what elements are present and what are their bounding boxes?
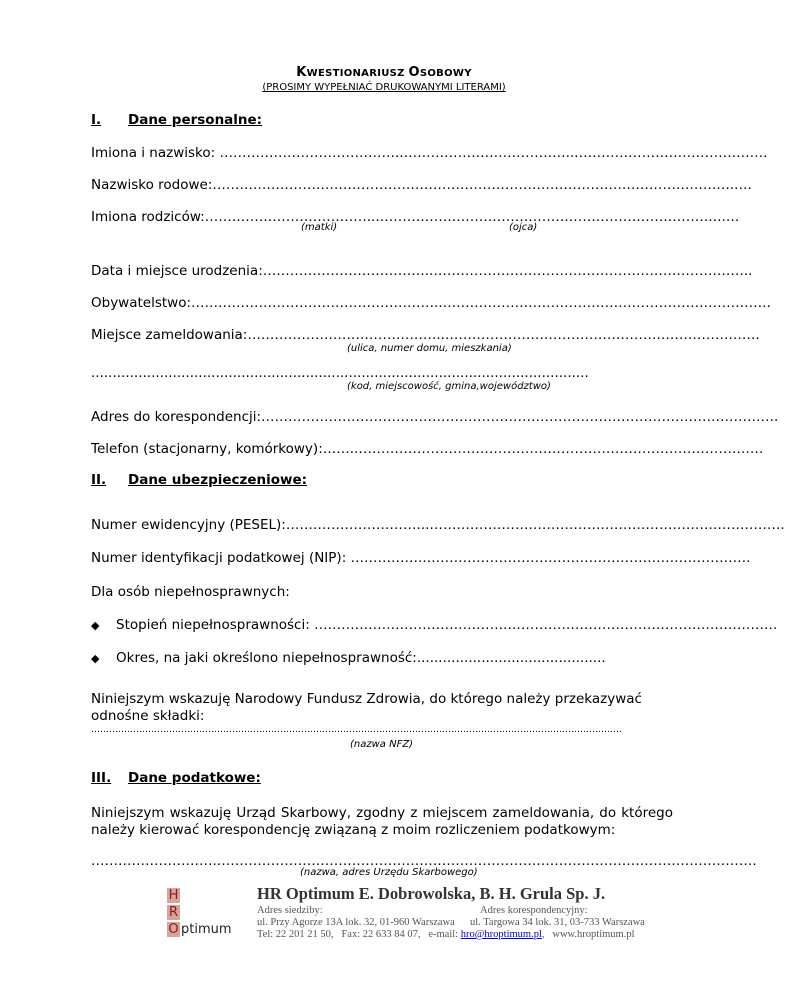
hint-nfz: (nazwa NFZ) [350, 739, 414, 750]
residence-field[interactable]: Miejsce zameldowania:……………………………………..……………………………………………………………. [91, 327, 760, 343]
phone-number: Tel: 22 201 21 50, [257, 929, 334, 940]
logo-letter-r: R [168, 905, 179, 920]
form-title [0, 65, 768, 80]
title-o: O [408, 65, 420, 80]
hint-tax-office: (nazwa, adres Urzędu Skarbowego) [300, 867, 478, 878]
title-part-1: WESTIONARIUSZ [306, 68, 409, 79]
section-1-heading [91, 112, 263, 128]
section-2-numeral: II. [91, 472, 107, 488]
company-logo [167, 887, 232, 938]
birth-field[interactable]: Data i miejsce urodzenia:………………………………..…………………………………………………………….. [91, 263, 753, 279]
bullet-icon: ◆ [91, 652, 100, 665]
corr-label: Adres korespondencyjny: [480, 905, 588, 916]
section-2-title: Dane ubezpieczeniowe: [128, 472, 308, 488]
section-3-title: Dane podatkowe: [128, 770, 261, 786]
email-separator: , [541, 929, 545, 940]
title-part-2: SOBOWY [419, 68, 472, 79]
fax-number: Fax: 22 633 84 07, [341, 929, 421, 940]
nfz-statement: Niniejszym wskazuję Narodowy Fundusz Zdrowia, do którego należy przekazywać odnośne składki: [91, 691, 642, 724]
hint-residence-2: (kod, miejscowość, gmina,województwo) [347, 381, 551, 392]
website[interactable]: www.hroptimum.pl [552, 929, 635, 940]
parents-field[interactable]: Imiona rodziców:………………………………..…………………………………………………………………..…. [91, 209, 740, 225]
hint-father: (ojca) [509, 222, 538, 233]
correspondence-field[interactable]: Adres do korespondencji:……………………………………………………………………………………………………. [91, 409, 779, 425]
citizenship-field[interactable]: Obywatelstwo:………………………………………………..………………………………………………………………. [91, 295, 771, 311]
section-3-heading [91, 770, 261, 786]
tax-office-statement: Niniejszym wskazuję Urząd Skarbowy, zgodny z miejscem zameldowania, do którego należy kierować korespondencję związaną z moim rozliczeniem podatkowym: [91, 805, 673, 838]
hint-mother: (matki) [301, 222, 338, 233]
hint-residence: (ulica, numer domu, mieszkania) [347, 343, 512, 354]
section-3-numeral: III. [91, 770, 112, 786]
phone-field[interactable]: Telefon (stacjonarny, komórkowy):……..……………………………………………………………………………… [91, 441, 764, 457]
disability-period-field[interactable]: Okres, na jaki określono niepełnosprawność:............................................ [116, 650, 606, 666]
section-1-numeral: I. [91, 112, 102, 128]
names-field[interactable]: Imiona i nazwisko: …………………………………..………………………………..……………………………………. [91, 145, 768, 161]
tax-office-line[interactable]: ……………………….………………………………………………………………………………………………………… [91, 853, 757, 869]
pesel-field[interactable]: Numer ewidencyjny (PESEL):…………………………..……………………………………………………………………. [91, 517, 785, 533]
residence-line-2[interactable]: .................................................................................................................... [91, 365, 589, 381]
email-label: e-mail: [428, 929, 459, 940]
nip-field[interactable]: Numer identyfikacji podatkowej (NIP): ……………..……………………………………………………………… [91, 550, 751, 566]
contact-line [257, 929, 635, 940]
bullet-icon: ◆ [91, 619, 100, 632]
section-1-title: Dane personalne: [128, 112, 263, 128]
disability-degree-field[interactable]: Stopień niepełnosprawności: …………………………………….…………………………………………………… [116, 617, 778, 633]
corr-address: ul. Targowa 34 lok. 31, 03-733 Warszawa [470, 917, 645, 928]
section-2-heading [91, 472, 308, 488]
disabled-intro: Dla osób niepełnosprawnych: [91, 584, 290, 600]
seat-label: Adres siedziby: [257, 905, 323, 916]
logo-letter-h: H [168, 888, 179, 903]
nfz-line[interactable]: …………………………………………………………………………………………………………………………………………………………… [91, 725, 622, 735]
company-name: HR Optimum E. Dobrowolska, B. H. Grula Sp. J. [257, 884, 606, 903]
title-k: K [296, 65, 307, 80]
logo-letter-o: O [168, 922, 179, 937]
logo-tail: ptimum [181, 922, 232, 937]
form-subtitle: (PROSIMY WYPEŁNIAĆ DRUKOWANYMI LITERAMI) [262, 82, 506, 93]
birth-name-field[interactable]: Nazwisko rodowe:……………………………………………………………………………………………………..…. [91, 177, 752, 193]
email-link[interactable]: hro@hroptimum.pl [460, 929, 542, 940]
seat-address: ul. Przy Agorze 13A lok. 32, 01-960 Warszawa [257, 917, 455, 928]
